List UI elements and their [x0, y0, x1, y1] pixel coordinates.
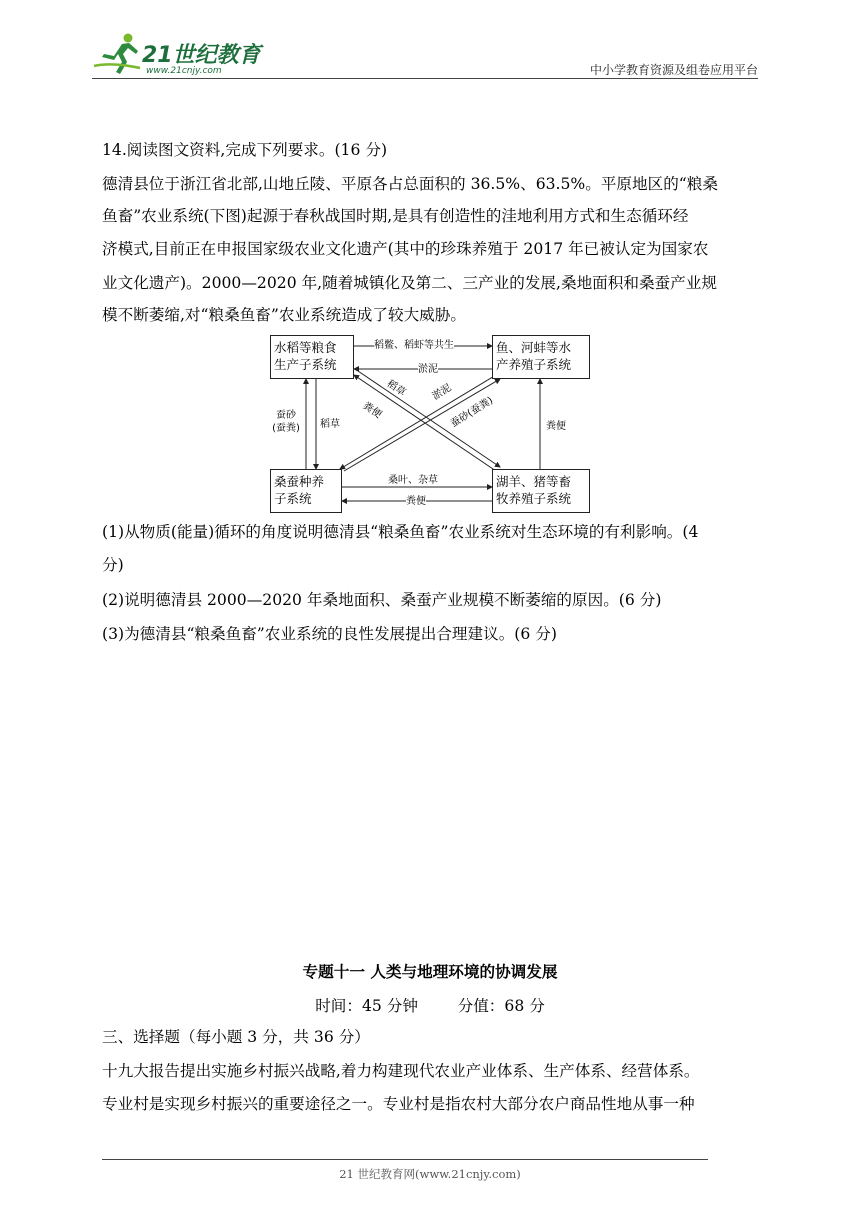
fish-subsystem-box [492, 335, 590, 379]
runner-logo-icon [92, 32, 144, 76]
section-paragraph-line: 十九大报告提出实施乡村振兴战略,着力构建现代农业产业体系、生产体系、经营体系。 [102, 1062, 700, 1080]
silk-box-line: 桑蚕种养 [274, 474, 325, 489]
label-bottom-right: 桑叶、杂草 [388, 475, 438, 486]
label-top-left: 淤泥 [418, 364, 438, 375]
label-diag-a: 稻草 [384, 378, 408, 399]
question-paragraph-line: 德清县位于浙江省北部,山地丘陵、平原各占总面积的 36.5%、63.5%。平原地区的“粮桑 [102, 175, 718, 193]
sub-question-3: (3)为德清县“粮桑鱼畜”农业系统的良性发展提出合理建议。(6 分) [102, 625, 557, 643]
part-heading: 三、选择题（每小题 3 分，共 36 分） [102, 1028, 370, 1046]
question-paragraph-line: 鱼畜”农业系统(下图)起源于春秋战国时期,是具有创造性的洼地利用方式和生态循环经 [102, 207, 689, 225]
label-right-up: 粪便 [546, 421, 566, 432]
logo-url: www.21cnjy.com [146, 66, 222, 76]
grain-subsystem-box [270, 335, 354, 379]
footer-divider [102, 1159, 708, 1160]
fish-box-line: 鱼、河蚌等水 [496, 340, 572, 355]
header-divider [92, 78, 758, 79]
livestock-box-line: 牧养殖子系统 [496, 491, 572, 506]
label-top-right: 稻鳖、稻虾等共生 [374, 340, 454, 351]
sub-question-2: (2)说明德清县 2000—2020 年桑地面积、桑蚕产业规模不断萎缩的原因。(6 分) [102, 591, 662, 609]
footer-text: 21 世纪教育网(www.21cnjy.com) [339, 1167, 521, 1181]
question-paragraph-line: 业文化遗产)。2000—2020 年,随着城镇化及第二、三产业的发展,桑地面积和桑蚕产业规 [102, 274, 717, 292]
sub-question-1-cont: 分) [102, 556, 124, 574]
section-title: 专题十一 人类与地理环境的协调发展 [302, 962, 558, 981]
question-paragraph-line: 济模式,目前正在申报国家级农业文化遗产(其中的珍珠养殖于 2017 年已被认定为国家农 [102, 240, 709, 258]
question-title: 14.阅读图文资料,完成下列要求。(16 分) [102, 141, 388, 159]
label-bottom-left: 粪便 [406, 496, 426, 507]
sub-question-1: (1)从物质(能量)循环的角度说明德清县“粮桑鱼畜”农业系统对生态环境的有利影响。(4 [102, 523, 699, 541]
agriculture-system-diagram [270, 335, 590, 513]
label-diag-b: 粪便 [360, 400, 384, 421]
platform-label: 中小学教育资源及组卷应用平台 [589, 63, 758, 77]
label-diag-d: 蚕砂(蚕粪) [448, 395, 496, 430]
label-diag-c: 淤泥 [430, 382, 454, 403]
label-left-up: 蚕砂 (蚕粪) [272, 410, 300, 434]
logo-wordmark: 21世纪教育 [142, 43, 261, 68]
section-paragraph-line: 专业村是实现乡村振兴的重要途径之一。专业村是指农村大部分农户商品性地从事一种 [102, 1095, 695, 1113]
livestock-box-line: 湖羊、猪等畜 [496, 474, 572, 489]
section-meta: 时间：45 分钟 分值：68 分 [315, 997, 545, 1015]
silkworm-subsystem-box [270, 469, 342, 513]
livestock-subsystem-box [492, 469, 590, 513]
question-paragraph-line: 模不断萎缩,对“粮桑鱼畜”农业系统造成了较大威胁。 [102, 306, 466, 324]
grain-box-line: 生产子系统 [274, 357, 337, 372]
label-left-down: 稻草 [320, 419, 340, 430]
silk-box-line: 子系统 [274, 491, 312, 506]
fish-box-line: 产养殖子系统 [496, 357, 572, 372]
grain-box-line: 水稻等粮食 [274, 340, 337, 355]
